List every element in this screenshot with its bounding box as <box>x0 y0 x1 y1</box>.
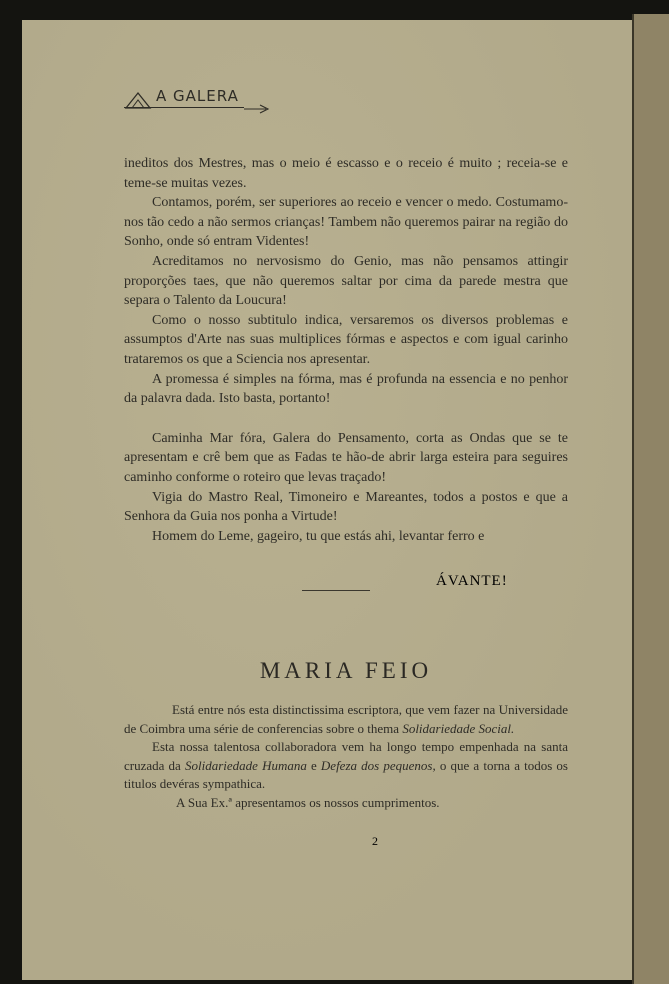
page-number: 2 <box>372 834 378 848</box>
closing-exclamation: ÁVANTE! <box>436 573 508 589</box>
paragraph: A Sua Ex.ª apresentamos os nossos cumprimentos. <box>176 794 440 810</box>
header-rule <box>124 107 244 108</box>
paragraph: Como o nosso subtitulo indica, versaremos os diversos problemas e assumptos d'Arte nas suas multiplices fórmas e aspectos e com igual carinho trataremos os que a Sciencia nos apresentar. <box>124 312 568 367</box>
paragraph-gap <box>124 409 568 429</box>
running-header-title: A GALERA <box>156 87 239 105</box>
editorial-text <box>124 154 568 546</box>
paragraph: Caminha Mar fóra, Galera do Pensamento, corta as Ondas que se te apresentam e crê bem que as Fadas te hão-de abrir larga esteira para seguires caminho conforme o roteiro que levas traçado! <box>124 430 568 485</box>
paragraph: A promessa é simples na fórma, mas é profunda na essencia e no penhor da palavra dada. Isto basta, portanto! <box>124 371 568 407</box>
paragraph: Está entre nós esta distinctissima escriptora, que vem fazer na Universidade de Coimbra uma série de conferencias sobre o thema Solidariedade Social. <box>124 702 568 736</box>
adjacent-page-edge <box>632 14 669 984</box>
maria-feio-notice <box>124 701 568 812</box>
paragraph: Vigia do Mastro Real, Timoneiro e Mareantes, todos a postos e que a Senhora da Guia nos ponha a Virtude! <box>124 489 568 525</box>
paragraph: Homem do Leme, gageiro, tu que estás ahi, levantar ferro e <box>152 528 485 544</box>
paragraph: Acreditamos no nervosismo do Genio, mas não pensamos attingir proporções taes, que não queremos saltar por cima da parede mestra que separa o Talento da Loucura! <box>124 253 568 309</box>
separator-rule <box>302 590 370 591</box>
paragraph: Contamos, porém, ser superiores ao receio e vencer o medo. Costumamo-nos tão cedo a não sermos crianças! Tambem não queremos pairar na região do Sonho, onde só entram Videntes! <box>124 195 568 250</box>
oar-ornament-icon <box>244 104 274 114</box>
running-header <box>124 88 274 122</box>
paragraph: Esta nossa talentosa collaboradora vem ha longo tempo empenhada na santa cruzada da Solidariedade Humana e Defeza dos pequenos, o que a torna a todos os titulos devéras sympathica. <box>124 739 568 791</box>
section-title: MARIA FEIO <box>259 658 433 684</box>
paragraph: ineditos dos Mestres, mas o meio é escasso e o receio é muito ; receia-se e teme-se muitas vezes. <box>124 156 568 191</box>
